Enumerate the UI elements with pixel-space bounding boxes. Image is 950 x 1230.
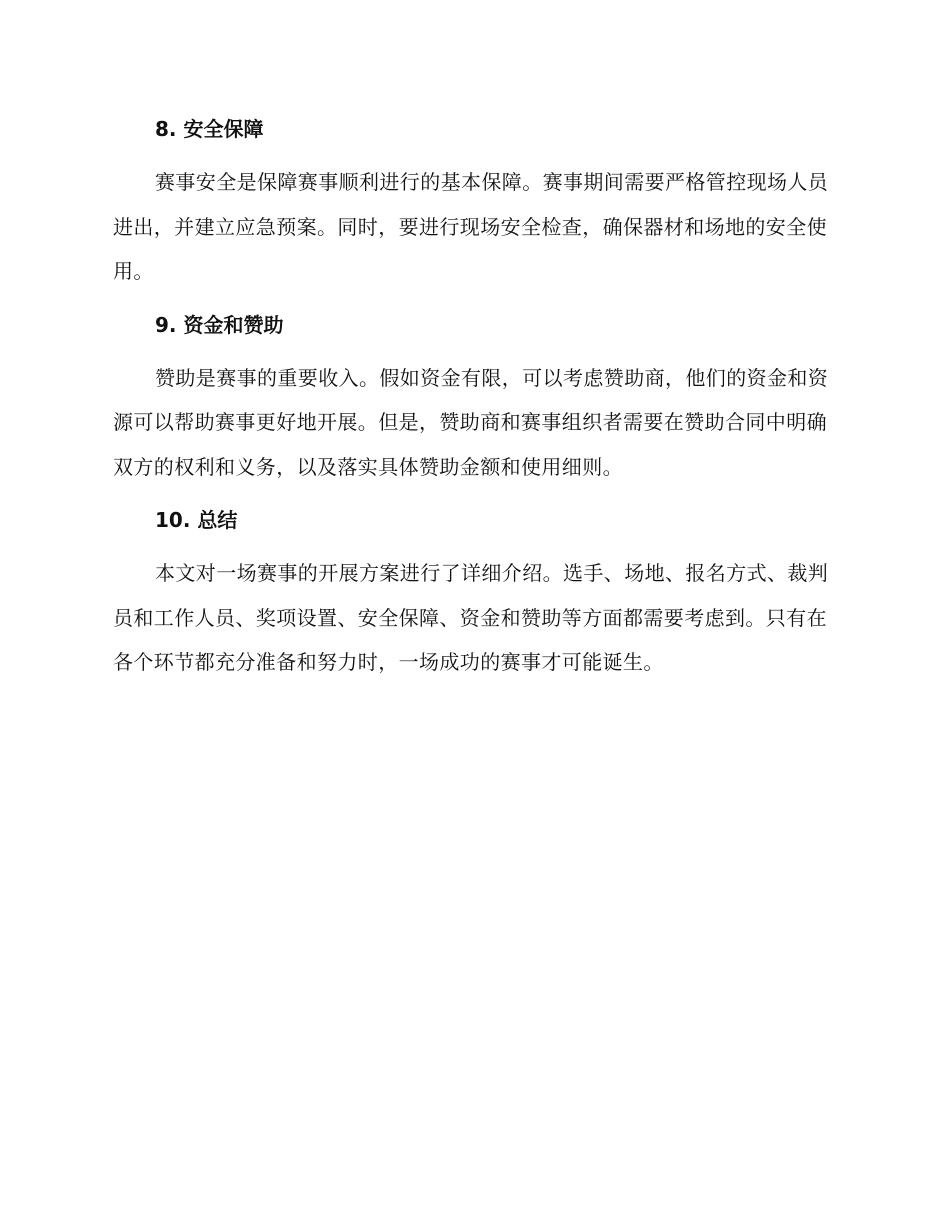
section-paragraph: 赞助是赛事的重要收入。假如资金有限，可以考虑赞助商，他们的资金和资源可以帮助赛事更好地开展。但是，赞助商和赛事组织者需要在赞助合同中明确双方的权利和义务，以及落实具体赞助金额和使用细则。 — [113, 365, 829, 479]
section-paragraph: 赛事安全是保障赛事顺利进行的基本保障。赛事期间需要严格管控现场人员进出，并建立应急预案。同时，要进行现场安全检查，确保器材和场地的安全使用。 — [113, 170, 829, 283]
document-content — [113, 114, 833, 685]
section-funding-sponsorship — [113, 310, 833, 490]
section-heading: 8. 安全保障 — [155, 117, 264, 141]
section-heading: 10. 总结 — [155, 508, 238, 532]
section-safety — [113, 114, 833, 294]
section-heading: 9. 资金和赞助 — [155, 312, 284, 337]
section-paragraph: 本文对一场赛事的开展方案进行了详细介绍。选手、场地、报名方式、裁判员和工作人员、奖项设置、安全保障、资金和赞助等方面都需要考虑到。只有在各个环节都充分准备和努力时，一场成功的赛事才可能诞生。 — [113, 561, 829, 674]
section-summary — [113, 505, 833, 685]
